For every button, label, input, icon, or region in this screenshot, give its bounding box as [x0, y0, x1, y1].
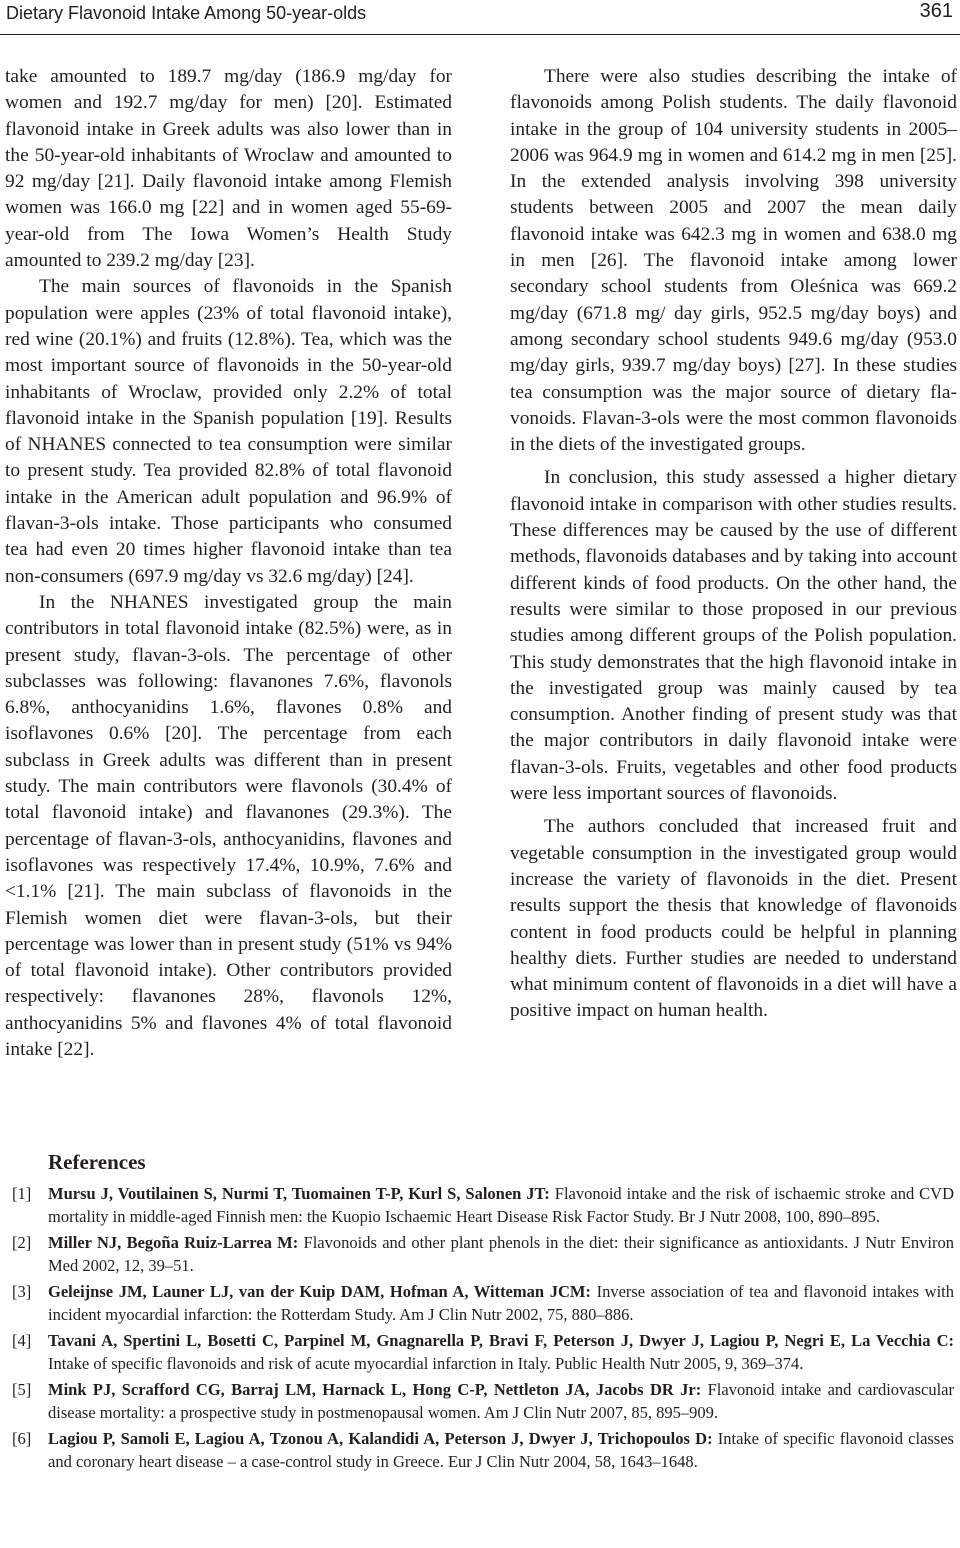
- reference-item: [10, 1428, 954, 1473]
- reference-authors: Lagiou P, Samoli E, Lagiou A, Tzonou A, Kalandidi A, Peterson J, Dwyer J, Trichopoulos D:: [48, 1429, 713, 1448]
- reference-authors: Geleijnse JM, Launer LJ, van der Kuip DAM, Hofman A, Witteman JCM:: [48, 1282, 591, 1301]
- body-paragraph: take amounted to 189.7 mg/day (186.9 mg/day for women and 192.7 mg/day for men) [20]. Estimated flavonoid intake in Greek adults was also lower than in the 50-year-old inhabitants of Wroclaw and amounted to 92 mg/day [21]. Daily flavonoid intake among Flemish women was 166.0 mg [22] and in women aged 55-69-year-old from The Iowa Women’s Health Study amounted to 239.2 mg/day [23].: [5, 66, 452, 272]
- reference-number: [1]: [12, 1184, 32, 1203]
- reference-number: [2]: [12, 1233, 32, 1252]
- reference-item: [10, 1330, 954, 1375]
- reference-item: [10, 1183, 954, 1228]
- body-paragraph: In conclusion, this study assessed a higher dietary flavonoid intake in comparison with other studies results. These differences may be caused by the use of different methods, flavonoids databases and by taking into account different kinds of food products. On the other hand, the results were similar to those proposed in our previous studies among different groups of the Polish population. This study demonstrates that the high flavonoid intake in the investigated group was mainly caused by tea consumption. Another finding of present study was that the major contributors in daily flavonoid intake were flavan-3-ols. Fruits, vegetables and other food products were less important sources of flavonoids.: [510, 467, 957, 805]
- reference-text: Intake of specific flavonoid classes and coronary heart disease – a case-control study in Greece. Eur J Clin Nutr 2004, 58, 1643–1648.: [48, 1429, 954, 1471]
- reference-text: Inverse association of tea and flavonoid intakes with incident myocardial infarction: the Rotterdam Study. Am J Clin Nutr 2002, 75, 880–886.: [48, 1282, 954, 1324]
- reference-item: [10, 1232, 954, 1277]
- reference-text: Flavonoids and other plant phenols in the diet: their significance as antioxidants. J Nutr Environ Med 2002, 12, 39–51.: [48, 1233, 954, 1275]
- right-column: [510, 64, 957, 1025]
- body-paragraph: There were also studies describing the intake of flavonoids among Polish students. The daily flavonoid intake in the group of 104 university students in 2005–2006 was 964.9 mg in women and 614.2 mg in men [25]. In the extended analysis involving 398 university students between 2005 and 2007 the mean daily flavonoid intake was 642.3 mg in women and 638.0 mg in men [26]. The flavonoid intake among lower secondary school students from Oleśnica was 669.2 mg/day (671.8 mg/ day girls, 952.5 mg/day boys) and among secondary school students 949.6 mg/day (953.0 mg/day girls, 939.7 mg/day boys) [27]. In these studies tea consumption was the major source of dietary flavonoids. Flavan-3-ols were the most common flavonoids in the diets of the investigated groups.: [510, 66, 957, 456]
- page-header: [0, 0, 960, 35]
- reference-number: [4]: [12, 1331, 32, 1350]
- reference-text: Flavonoid intake and the risk of ischaemic stroke and CVD mortality in middle-aged Finnish men: the Kuopio Ischaemic Heart Disease Risk Factor Study. Br J Nutr 2008, 100, 890–895.: [48, 1184, 954, 1226]
- body-paragraph: The main sources of flavonoids in the Spanish population were apples (23% of total flavonoid intake), red wine (20.1%) and fruits (12.8%). Tea, which was the most important source of flavonoids in the 50-year-old inhabitants of Wroclaw, provided only 2.2% of total flavonoid intake in the Spanish population [19]. Results of NHANES connected to tea consumption were similar to present study. Tea provided 82.8% of total flavonoid intake in the American adult population and 96.9% of flavan-3-ols intake. Those participants who consumed tea had even 20 times higher flavonoid intake than tea non-consumers (697.9 mg/day vs 32.6 mg/day) [24].: [5, 276, 452, 587]
- reference-list: [10, 1183, 954, 1473]
- reference-item: [10, 1379, 954, 1424]
- left-column: [5, 64, 452, 1063]
- reference-number: [6]: [12, 1429, 32, 1448]
- reference-authors: Tavani A, Spertini L, Bosetti C, Parpinel M, Gnagnarella P, Bravi F, Peterson J, Dwyer J, Lagiou P, Negri E, La Vecchia C:: [48, 1331, 954, 1350]
- reference-number: [3]: [12, 1282, 32, 1301]
- reference-text: Intake of specific flavonoids and risk of acute myocardial infarction in Italy. Public Health Nutr 2005, 9, 369–374.: [48, 1353, 804, 1373]
- page-number: 361: [919, 0, 953, 22]
- body-paragraph: In the NHANES investigated group the main contributors in total flavonoid intake (82.5%) were, as in present study, flavan-3-ols. The percentage of other subclasses was following: flavanones 7.6%, flavonols 6.8%, anthocyanidins 1.6%, flavones 0.8% and isoflavones 0.6% [20]. The percentage from each subclass in Greek adults was different than in present study. The main contributors were flavonols (30.4% of total flavonoid intake) and flavanones (29.3%). The percentage of flavan-3-ols, anthocyanidins, flavones and isoflavones was respectively 17.4%, 10.9%, 7.6% and <1.1% [21]. The main subclass of flavonoids in the Flemish women diet were flavan-3-ols, but their percentage was lower than in present study (51% vs 94% of total flavonoid intake). Other contributors provided respectively: flavanones 28%, flavonols 12%, anthocyanidins 5% and flavones 4% of total flavonoid intake [22].: [5, 591, 452, 1060]
- reference-text: Flavonoid intake and cardiovascular disease mortality: a prospective study in postmenopausal women. Am J Clin Nutr 2007, 85, 895–909.: [48, 1380, 955, 1422]
- references-section: [10, 1147, 954, 1477]
- running-title: Dietary Flavonoid Intake Among 50-year-olds: [6, 3, 367, 23]
- reference-authors: Miller NJ, Begoña Ruiz-Larrea M:: [48, 1233, 299, 1252]
- body-paragraph: The authors concluded that increased fruit and vegetable consumption in the investigated group would increase the variety of flavonoids in the diet. Present results support the thesis that knowledge of flavonoids content in food products could be helpful in planning healthy diets. Further studies are needed to understand what minimum content of flavonoids in a diet will have a positive impact on human health.: [510, 816, 957, 1022]
- reference-authors: Mink PJ, Scrafford CG, Barraj LM, Harnack L, Hong C-P, Nettleton JA, Jacobs DR Jr:: [48, 1380, 702, 1399]
- references-heading: References: [48, 1150, 146, 1174]
- reference-authors: Mursu J, Voutilainen S, Nurmi T, Tuomainen T-P, Kurl S, Salonen JT:: [48, 1184, 550, 1203]
- reference-item: [10, 1281, 954, 1326]
- reference-number: [5]: [12, 1380, 32, 1399]
